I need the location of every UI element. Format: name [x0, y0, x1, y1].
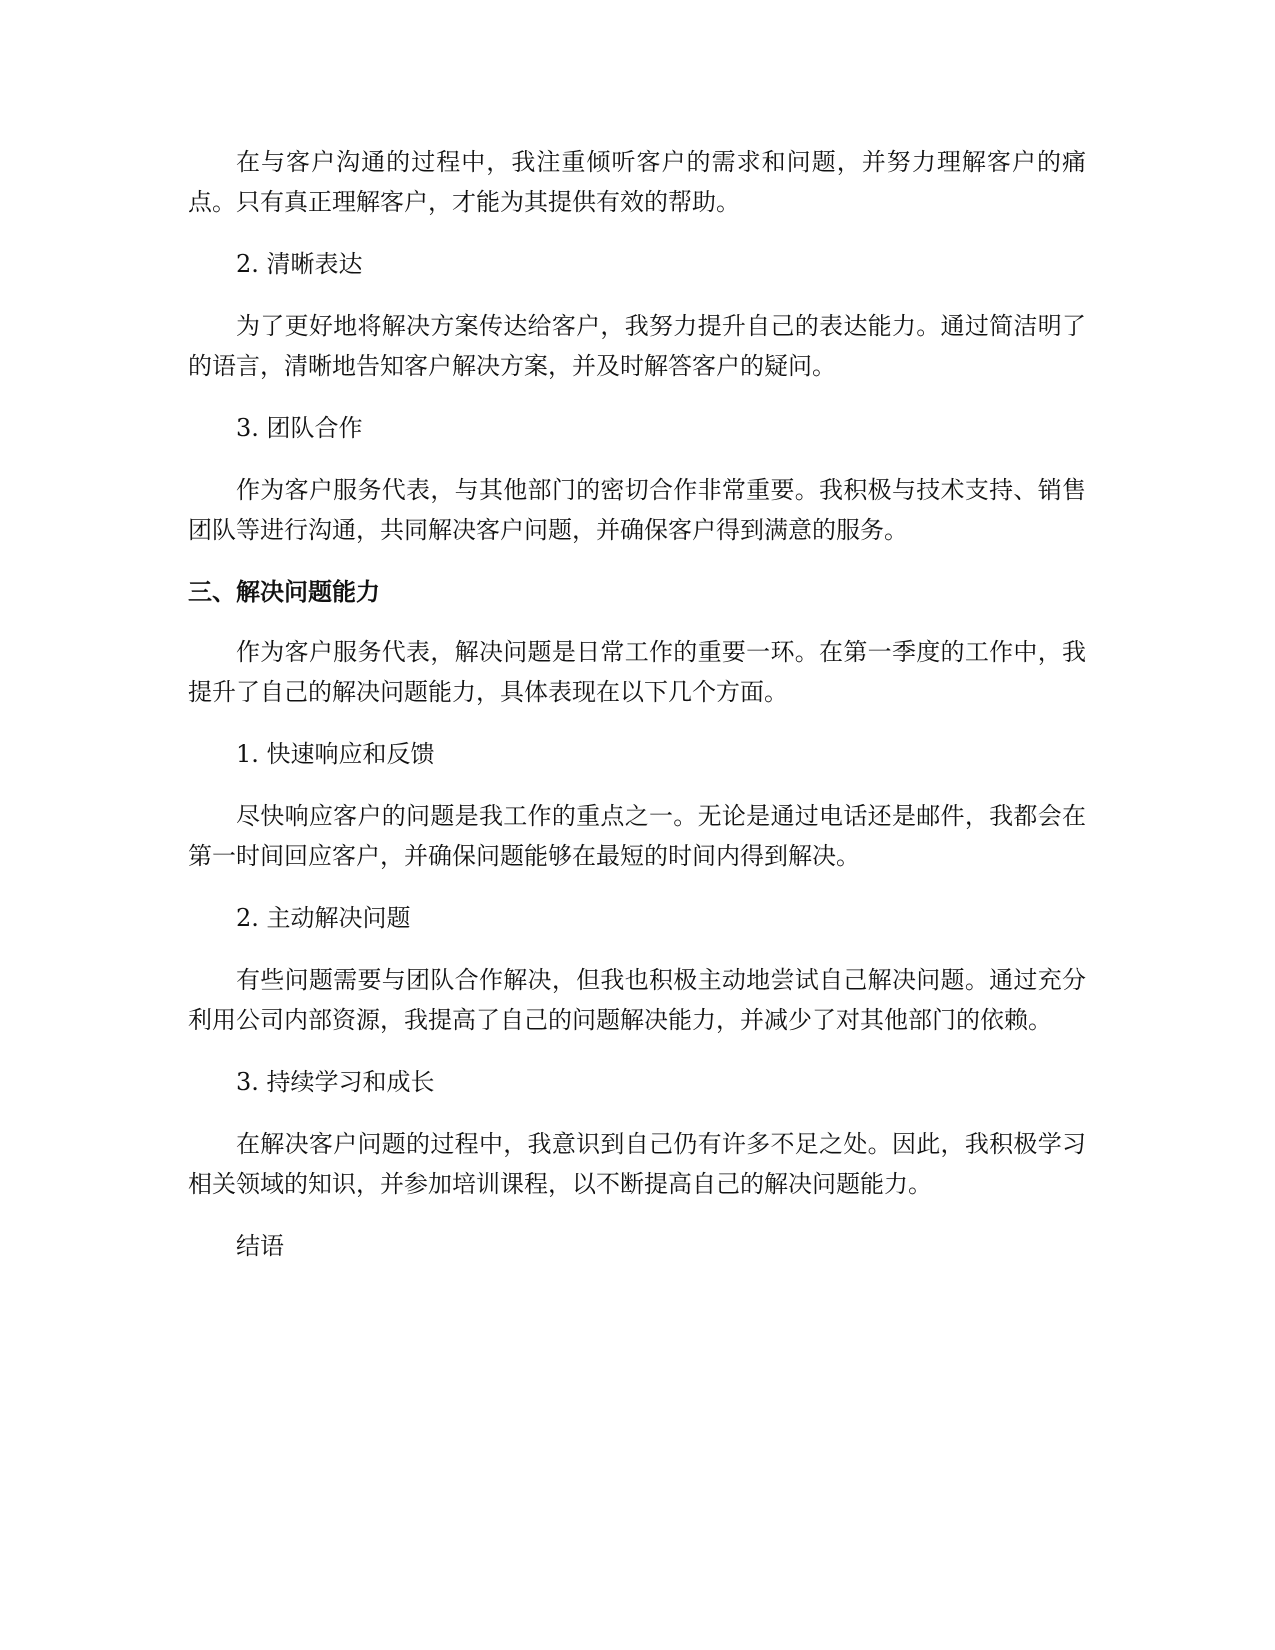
paragraph-fast-response: 尽快响应客户的问题是我工作的重点之一。无论是通过电话还是邮件，我都会在第一时间回应客户，并确保问题能够在最短的时间内得到解决。 [188, 802, 1086, 870]
list-item-fast-response: 1. 快速响应和反馈 [236, 740, 435, 768]
list-item-learning: 3. 持续学习和成长 [236, 1068, 435, 1096]
paragraph-expression: 为了更好地将解决方案传达给客户，我努力提升自己的表达能力。通过简洁明了的语言，清晰地告知客户解决方案，并及时解答客户的疑问。 [188, 312, 1086, 380]
section-heading-problem-solving: 三、解决问题能力 [188, 578, 380, 606]
paragraph-listening: 在与客户沟通的过程中，我注重倾听客户的需求和问题，并努力理解客户的痛点。只有真正理解客户，才能为其提供有效的帮助。 [188, 148, 1086, 216]
list-item-clear-expression: 2. 清晰表达 [236, 250, 363, 278]
paragraph-learning: 在解决客户问题的过程中，我意识到自己仍有许多不足之处。因此，我积极学习相关领域的知识，并参加培训课程，以不断提高自己的解决问题能力。 [188, 1130, 1086, 1198]
document-body [188, 142, 1086, 1266]
paragraph-teamwork: 作为客户服务代表，与其他部门的密切合作非常重要。我积极与技术支持、销售团队等进行沟通，共同解决客户问题，并确保客户得到满意的服务。 [188, 476, 1086, 544]
list-item-teamwork: 3. 团队合作 [236, 414, 363, 442]
closing-heading: 结语 [236, 1232, 284, 1260]
paragraph-proactive: 有些问题需要与团队合作解决，但我也积极主动地尝试自己解决问题。通过充分利用公司内部资源，我提高了自己的问题解决能力，并减少了对其他部门的依赖。 [188, 966, 1086, 1034]
list-item-proactive: 2. 主动解决问题 [236, 904, 411, 932]
paragraph-problem-solving-intro: 作为客户服务代表，解决问题是日常工作的重要一环。在第一季度的工作中，我提升了自己的解决问题能力，具体表现在以下几个方面。 [188, 638, 1086, 706]
